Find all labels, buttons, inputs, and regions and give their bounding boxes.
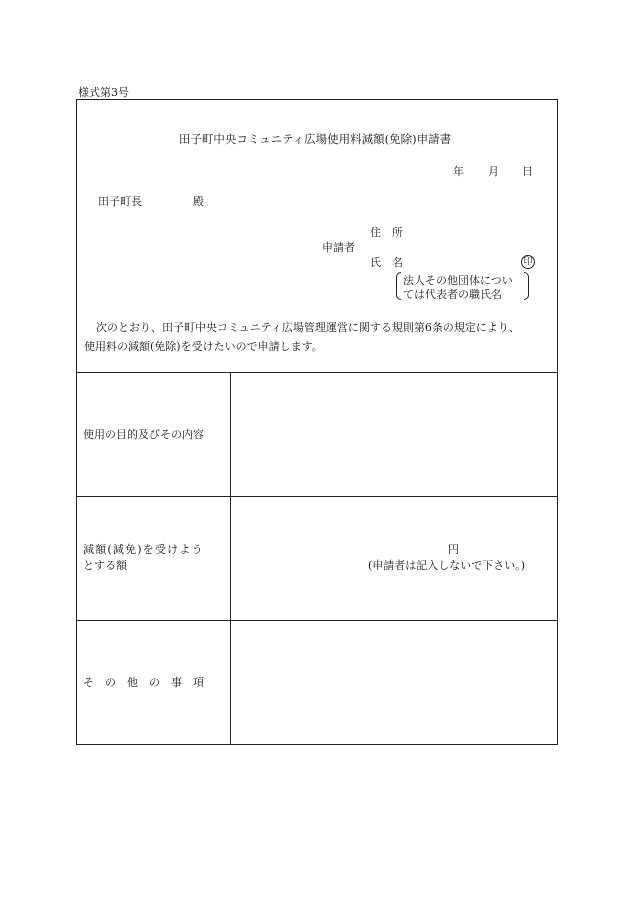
date-year: 年: [453, 165, 464, 178]
name-label: 氏 名: [370, 256, 403, 269]
date-month: 月: [488, 165, 499, 178]
body-line-2: 使用料の減額(免除)を受けたいので申請します。: [84, 340, 323, 353]
addressee-name: 田子町長: [98, 195, 142, 208]
seal-mark: 印: [521, 255, 535, 269]
other-label: そ の 他 の 事 項: [83, 676, 204, 689]
applicant-note-line2: ては代表者の職氏名: [403, 288, 502, 301]
address-label: 住 所: [370, 226, 403, 239]
amount-label-line1: 減額(減免)を受けよう: [83, 543, 204, 556]
purpose-field[interactable]: [231, 373, 557, 496]
amount-note: (申請者は記入しないで下さい。): [368, 559, 526, 572]
body-line-1: 次のとおり、田子町中央コミュニティ広場管理運営に関する規則第6条の規定により、: [96, 321, 520, 334]
amount-field[interactable]: [231, 497, 557, 620]
amount-unit: 円: [448, 543, 459, 556]
bracket-right: [524, 272, 529, 300]
amount-label-line2: とする額: [83, 559, 127, 572]
bracket-left: [396, 272, 401, 300]
addressee-honorific: 殿: [193, 195, 204, 208]
applicant-note-line1: 法人その他団体につい: [403, 274, 513, 287]
applicant-label: 申請者: [322, 241, 355, 254]
purpose-label: 使用の目的及びその内容: [83, 428, 204, 441]
date-day: 日: [522, 165, 533, 178]
other-field[interactable]: [231, 621, 557, 744]
page-title: 田子町中央コミュニティ広場使用料減額(免除)申請書: [178, 132, 452, 146]
form-number: 様式第3号: [78, 86, 129, 99]
